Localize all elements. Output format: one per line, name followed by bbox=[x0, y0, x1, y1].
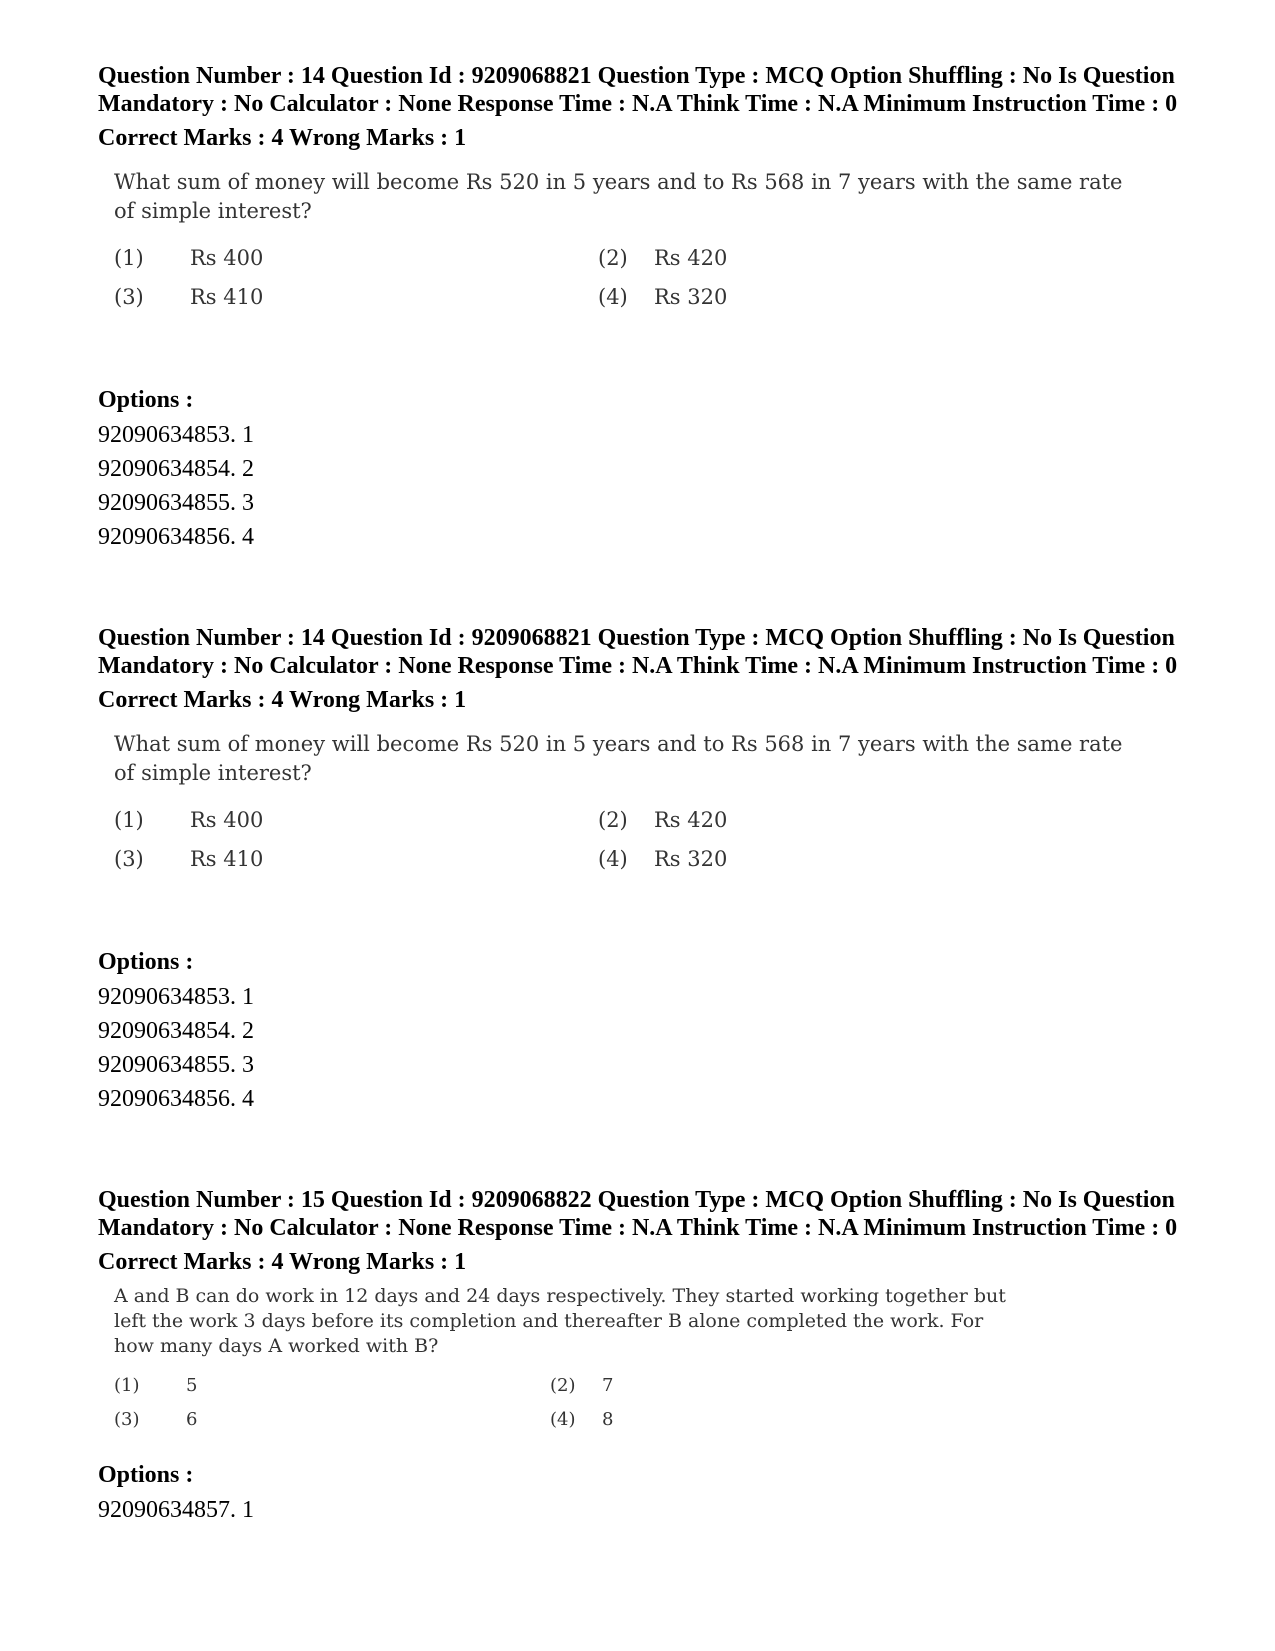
choice-value: Rs 320 bbox=[654, 285, 728, 309]
options-label: Options : bbox=[98, 1462, 194, 1488]
choice-value: 7 bbox=[602, 1375, 614, 1396]
question-image bbox=[114, 730, 1178, 888]
question-marks: Correct Marks : 4 Wrong Marks : 1 bbox=[98, 687, 467, 713]
answer-choice bbox=[550, 1409, 613, 1430]
answer-choice bbox=[114, 847, 263, 871]
answer-choice bbox=[598, 847, 727, 871]
answer-choice bbox=[598, 246, 727, 270]
question-meta: Question Number : 14 Question Id : 9209068821 Question Type : MCQ Option Shuffling : No Is Question Mandatory : No Calculator : None Response Time : N.A Think Time : N.A Minimum Instruction Time : 0 bbox=[98, 63, 1178, 117]
answer-choice bbox=[598, 808, 727, 832]
choice-value: Rs 320 bbox=[654, 847, 728, 871]
choice-number: (3) bbox=[114, 285, 144, 309]
choice-value: Rs 420 bbox=[654, 246, 728, 270]
option-id: 92090634854. 2 bbox=[98, 456, 254, 482]
answer-choices bbox=[114, 1359, 1178, 1437]
choice-number: (1) bbox=[114, 246, 144, 270]
choice-value: Rs 410 bbox=[190, 847, 264, 871]
options-section bbox=[98, 948, 1178, 1116]
answer-choice bbox=[550, 1375, 613, 1396]
option-id: 92090634853. 1 bbox=[98, 984, 254, 1010]
question-text: What sum of money will become Rs 520 in 5 years and to Rs 568 in 7 years with the same rate of simple interest? bbox=[114, 170, 1123, 223]
question-marks: Correct Marks : 4 Wrong Marks : 1 bbox=[98, 125, 467, 151]
answer-choices bbox=[114, 788, 1178, 888]
question-image bbox=[114, 168, 1178, 326]
choice-number: (2) bbox=[598, 808, 628, 832]
question-text: A and B can do work in 12 days and 24 days respectively. They started working together but left the work 3 days before its completion and thereafter B alone completed the work. For how many days A worked with B? bbox=[114, 1285, 1006, 1357]
answer-choice bbox=[114, 1375, 197, 1396]
question-image bbox=[114, 1284, 1178, 1437]
options-label: Options : bbox=[98, 387, 194, 413]
choice-value: Rs 410 bbox=[190, 285, 264, 309]
question-text: What sum of money will become Rs 520 in 5 years and to Rs 568 in 7 years with the same rate of simple interest? bbox=[114, 732, 1123, 785]
choice-number: (2) bbox=[598, 246, 628, 270]
question-block bbox=[98, 1186, 1178, 1527]
option-id: 92090634856. 4 bbox=[98, 524, 254, 550]
choice-number: (1) bbox=[114, 1375, 140, 1396]
question-meta: Question Number : 14 Question Id : 9209068821 Question Type : MCQ Option Shuffling : No Is Question Mandatory : No Calculator : None Response Time : N.A Think Time : N.A Minimum Instruction Time : 0 bbox=[98, 625, 1178, 679]
answer-choices bbox=[114, 226, 1178, 326]
option-id: 92090634854. 2 bbox=[98, 1018, 254, 1044]
options-section bbox=[98, 1461, 1178, 1527]
option-id: 92090634853. 1 bbox=[98, 422, 254, 448]
choice-number: (2) bbox=[550, 1375, 576, 1396]
option-id: 92090634855. 3 bbox=[98, 490, 254, 516]
options-section bbox=[98, 386, 1178, 554]
choice-number: (4) bbox=[598, 847, 628, 871]
option-id: 92090634856. 4 bbox=[98, 1086, 254, 1112]
choice-number: (3) bbox=[114, 1409, 140, 1430]
choice-number: (1) bbox=[114, 808, 144, 832]
options-label: Options : bbox=[98, 949, 194, 975]
choice-value: 8 bbox=[602, 1409, 614, 1430]
answer-choice bbox=[114, 1409, 197, 1430]
question-block bbox=[98, 624, 1178, 1116]
answer-choice bbox=[114, 246, 263, 270]
option-id: 92090634855. 3 bbox=[98, 1052, 254, 1078]
answer-choice bbox=[114, 808, 263, 832]
question-meta: Question Number : 15 Question Id : 9209068822 Question Type : MCQ Option Shuffling : No Is Question Mandatory : No Calculator : None Response Time : N.A Think Time : N.A Minimum Instruction Time : 0 bbox=[98, 1187, 1178, 1241]
answer-choice bbox=[598, 285, 727, 309]
question-block bbox=[98, 62, 1178, 554]
choice-number: (3) bbox=[114, 847, 144, 871]
choice-value: Rs 400 bbox=[190, 808, 264, 832]
choice-number: (4) bbox=[598, 285, 628, 309]
option-id: 92090634857. 1 bbox=[98, 1497, 254, 1523]
choice-number: (4) bbox=[550, 1409, 576, 1430]
answer-choice bbox=[114, 285, 263, 309]
choice-value: 5 bbox=[186, 1375, 198, 1396]
question-marks: Correct Marks : 4 Wrong Marks : 1 bbox=[98, 1249, 467, 1275]
choice-value: Rs 420 bbox=[654, 808, 728, 832]
choice-value: Rs 400 bbox=[190, 246, 264, 270]
choice-value: 6 bbox=[186, 1409, 198, 1430]
